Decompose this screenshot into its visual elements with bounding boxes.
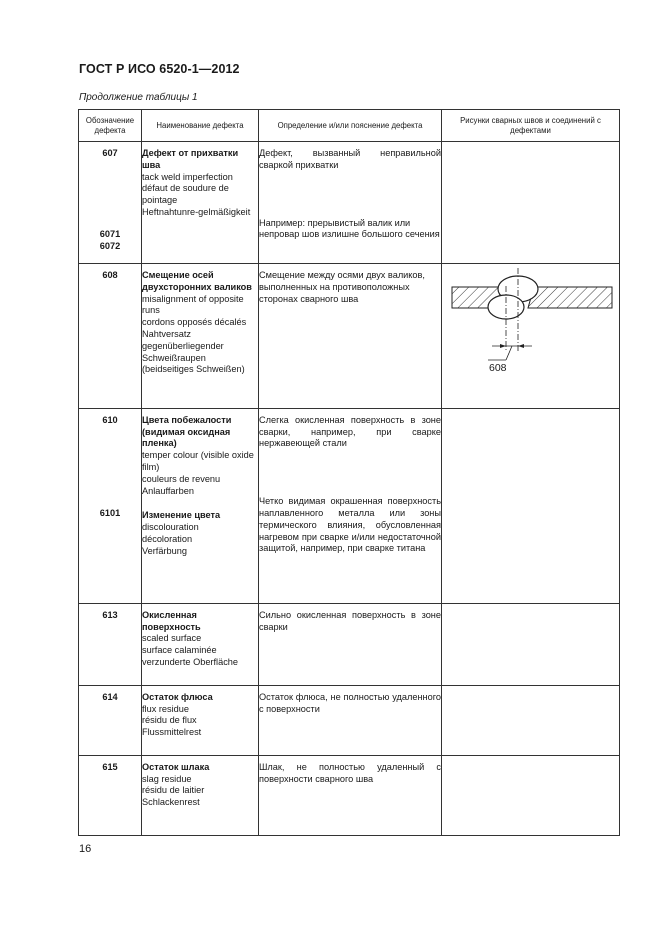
table-row bbox=[79, 264, 620, 409]
code-cell bbox=[79, 408, 142, 603]
figure-cell bbox=[442, 408, 620, 603]
translation-de: Anlauffarben bbox=[142, 485, 194, 496]
sub-translation-en: discolouration bbox=[142, 522, 199, 533]
header-figures: Рисунки сварных швов и соединений с дефектами bbox=[442, 110, 620, 142]
translation-de: Nahtversatz gegenüberliegender Schweißraupen (beidseitiges Schweißen) bbox=[142, 328, 245, 375]
translation-fr: résidu de flux bbox=[142, 715, 197, 726]
defect-name: Цвета побежалости (видимая оксидная пленка) bbox=[142, 414, 232, 449]
defect-code: 607 bbox=[102, 148, 118, 158]
translation-fr: défaut de soudure de pointage bbox=[142, 183, 229, 206]
defect-definition: Сильно окисленная поверхность в зоне сварки bbox=[259, 609, 441, 632]
sub-translation-de: Verfärbung bbox=[142, 545, 187, 556]
definition-cell bbox=[259, 408, 442, 603]
defect-sub-name: Изменение цвета bbox=[142, 510, 221, 521]
figure-cell bbox=[442, 685, 620, 755]
figure-label: 608 bbox=[489, 362, 507, 374]
translation-en: slag residue bbox=[142, 773, 192, 784]
name-cell bbox=[142, 685, 259, 755]
code-cell bbox=[79, 264, 142, 409]
definition-cell bbox=[259, 142, 442, 264]
defect-definition: Смещение между осями двух валиков, выполненных на противоположных сторонах сварного шва bbox=[259, 270, 425, 304]
translation-de: Schlackenrest bbox=[142, 797, 200, 808]
defect-name: Дефект от прихватки шва bbox=[142, 148, 239, 170]
defect-name: Остаток шлака bbox=[142, 761, 210, 772]
defect-sub-code: 6101 bbox=[99, 507, 121, 518]
sub-translation-fr: décoloration bbox=[142, 533, 193, 544]
table-row bbox=[79, 408, 620, 603]
header-name: Наименование дефекта bbox=[142, 110, 259, 142]
defect-sub-code: 6072 bbox=[99, 240, 121, 251]
translation-de: Flussmittelrest bbox=[142, 727, 202, 738]
figure-cell bbox=[442, 142, 620, 264]
name-cell bbox=[142, 408, 259, 603]
code-cell bbox=[79, 142, 142, 264]
defect-sub-code: 6071 bbox=[99, 228, 121, 239]
defect-code: 613 bbox=[102, 609, 118, 620]
defect-code: 615 bbox=[102, 761, 118, 772]
defect-definition: Слегка окисленная поверхность в зоне сварки, например, при сварке нержавеющей стали bbox=[259, 414, 441, 449]
table-row bbox=[79, 603, 620, 685]
table-row bbox=[79, 755, 620, 835]
defect-name: Остаток флюса bbox=[142, 691, 213, 702]
name-cell bbox=[142, 142, 259, 264]
table-row bbox=[79, 142, 620, 264]
name-cell bbox=[142, 603, 259, 685]
defect-definition: Дефект, вызванный неправильной сваркой прихватки bbox=[259, 148, 441, 170]
defect-definition: Шлак, не полностью удаленный с поверхности сварного шва bbox=[259, 761, 441, 784]
translation-en: misalignment of opposite runs bbox=[142, 293, 244, 316]
document-title: ГОСТ Р ИСО 6520-1—2012 bbox=[79, 62, 240, 76]
figure-cell bbox=[442, 264, 620, 409]
translation-fr: cordons opposés décalés bbox=[142, 317, 247, 328]
definition-cell bbox=[259, 685, 442, 755]
page-number: 16 bbox=[79, 843, 92, 855]
defect-definition: Остаток флюса, не полностью удаленного с поверхности bbox=[259, 691, 441, 714]
name-cell bbox=[142, 755, 259, 835]
code-cell bbox=[79, 755, 142, 835]
translation-en: scaled surface bbox=[142, 633, 202, 644]
table-continuation-caption: Продолжение таблицы 1 bbox=[79, 92, 198, 103]
header-code: Обозначение дефекта bbox=[79, 110, 142, 142]
defect-name: Смещение осей двухсторонних валиков bbox=[142, 270, 252, 292]
table-header-row bbox=[79, 110, 620, 142]
table-row bbox=[79, 685, 620, 755]
definition-cell bbox=[259, 603, 442, 685]
translation-en: temper colour (visible oxide film) bbox=[142, 450, 254, 472]
definition-cell bbox=[259, 755, 442, 835]
code-cell bbox=[79, 603, 142, 685]
header-definition: Определение и/или пояснение дефекта bbox=[259, 110, 442, 142]
translation-fr: résidu de laitier bbox=[142, 785, 205, 796]
defect-name: Окисленная поверхность bbox=[142, 609, 201, 632]
defect-sub-definition: Четко видимая окрашенная поверхность наплавленного металла или зоны термического влияния, обусловленная нагревом при сварке и/или недостаточной защитой, например, при сварке титана bbox=[259, 496, 441, 554]
definition-cell bbox=[259, 264, 442, 409]
figure-cell bbox=[442, 603, 620, 685]
translation-de: Heftnahtunre-gelmäßigkeit bbox=[142, 206, 251, 217]
translation-fr: couleurs de revenu bbox=[142, 473, 221, 484]
defect-code: 608 bbox=[102, 270, 118, 280]
misalignment-weld-figure bbox=[442, 264, 620, 404]
name-cell bbox=[142, 264, 259, 409]
translation-en: flux residue bbox=[142, 703, 189, 714]
defect-code: 614 bbox=[102, 691, 118, 702]
code-cell bbox=[79, 685, 142, 755]
defect-sub-definition: Например: прерывистый валик или непровар шов излишне большого сечения bbox=[259, 217, 440, 240]
defect-code: 610 bbox=[102, 414, 118, 425]
figure-cell bbox=[442, 755, 620, 835]
translation-fr: surface calaminée bbox=[142, 645, 217, 656]
translation-en: tack weld imperfection bbox=[142, 171, 233, 182]
defects-table bbox=[78, 109, 620, 836]
translation-de: verzunderte Oberfläche bbox=[142, 656, 239, 667]
